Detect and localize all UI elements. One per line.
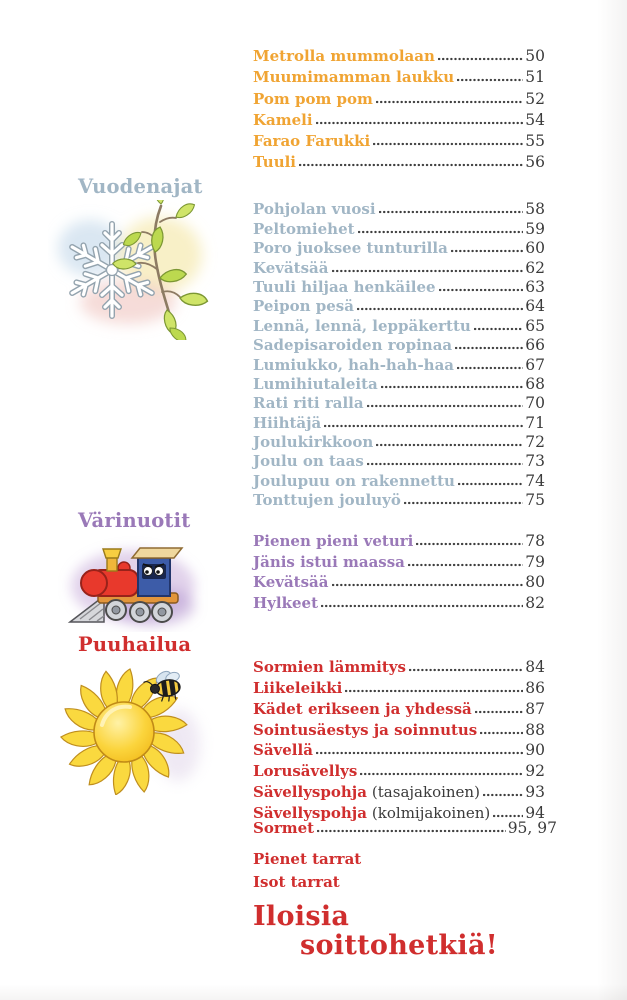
toc-entry-title: Kevätsää (253, 258, 329, 277)
section-heading-vuodenajat: Vuodenajat (78, 175, 203, 198)
page-edge-shadow-bottom (0, 984, 627, 1000)
toc-entry-title: Lennä, lennä, leppäkerttu (253, 316, 471, 335)
toc-entry-page-number: 74 (525, 471, 545, 490)
toc-entry (253, 296, 545, 315)
toc-entry-page-number: 88 (525, 720, 545, 739)
toc-entry-title: Rati riti ralla (253, 394, 364, 413)
dotted-leader (458, 482, 523, 486)
toc-entry-page-number: 92 (525, 762, 545, 781)
toc-entry-page-number: 59 (525, 219, 545, 238)
toc-entry (253, 780, 545, 801)
dotted-leader (299, 163, 523, 167)
dotted-leader (409, 668, 523, 672)
toc-entry (253, 655, 545, 676)
toc-entry (253, 199, 545, 218)
toc-entry (253, 571, 545, 592)
toc-entry-page-number: 62 (525, 258, 545, 277)
toc-entry-page-number: 79 (525, 552, 545, 571)
dotted-leader (451, 249, 523, 253)
toc-entry (253, 676, 545, 697)
toc-entry (253, 718, 545, 739)
toy-train-illustration (58, 530, 208, 636)
dotted-leader (316, 121, 524, 125)
dotted-leader (373, 142, 523, 146)
toc-entry-title: Farao Farukki (253, 131, 371, 150)
toc-entry-title: Liikeleikki (253, 678, 343, 697)
toc-entry-title: Peltomiehet (253, 219, 355, 238)
toc-entry (253, 550, 545, 571)
toc-entry-title: Tonttujen jouluyö (253, 491, 401, 510)
toc-entry-page-number: 87 (525, 699, 545, 718)
toc-section-varinuotit (253, 529, 545, 612)
toc-entry-page-number: 90 (525, 741, 545, 760)
dotted-leader (317, 829, 506, 833)
dotted-leader (379, 210, 524, 214)
dotted-leader (376, 443, 523, 447)
toc-entry-page-number: 78 (525, 531, 545, 550)
toc-entry-title: Joulupuu on rakennettu (253, 471, 455, 490)
sun-and-bee-illustration (48, 655, 218, 799)
dotted-leader (439, 288, 524, 292)
toc-entry-page-number: 56 (525, 153, 545, 172)
toc-entry-page-number: 93 (525, 783, 545, 802)
toc-entry-page-number: 55 (525, 131, 545, 150)
dotted-leader (367, 462, 523, 466)
toc-entry-title: Muumimamman laukku (253, 68, 455, 87)
toc-entry-page-number: 75 (525, 491, 545, 510)
toc-entry-page-number: 64 (525, 297, 545, 316)
toc-entry (253, 490, 545, 509)
toc-entry-title: Lumiukko, hah-hah-haa (253, 355, 455, 374)
dotted-leader (332, 269, 524, 273)
toc-entry (253, 44, 545, 65)
toc-entry (253, 412, 545, 431)
toc-section-intro (253, 44, 545, 171)
toc-entry-page-number: 50 (525, 47, 545, 66)
toc-entry-sormet (253, 816, 557, 837)
toc-entry (253, 86, 545, 107)
dotted-leader (321, 604, 523, 608)
dotted-leader (367, 404, 524, 408)
toc-entry-page-number: 51 (525, 68, 545, 87)
sticker-line-pienet-tarrat: Pienet tarrat (253, 850, 362, 868)
dotted-leader (408, 563, 523, 567)
dotted-leader (358, 230, 524, 234)
toc-entry-title: Poro juoksee tunturilla (253, 239, 448, 258)
toc-entry-title: Sointusäestys ja soinnutus (253, 720, 478, 739)
toc-entry-page-number: 84 (525, 657, 545, 676)
toc-section-puuhailua (253, 655, 545, 822)
toc-entry (253, 591, 545, 612)
toc-entry-title: Sävellä (253, 741, 313, 760)
toc-entry (253, 354, 545, 373)
page-edge-shadow-right (597, 0, 627, 1000)
toc-entry-title: Joulu on taas (253, 452, 364, 471)
dotted-leader (316, 751, 523, 755)
dotted-leader (475, 710, 523, 714)
dotted-leader (457, 78, 523, 82)
toc-entry (253, 257, 545, 276)
toc-entry-page-number: 82 (525, 594, 545, 613)
toc-entry-page-number: 73 (525, 452, 545, 471)
dotted-leader (376, 100, 523, 104)
toc-entry (253, 470, 545, 489)
dotted-leader (324, 424, 523, 428)
toc-entry-page-number: 65 (525, 316, 545, 335)
toc-entry-title: Pom pom pom (253, 89, 373, 108)
toc-entry (253, 393, 545, 412)
dotted-leader (455, 346, 523, 350)
toc-entry (253, 451, 545, 470)
toc-entry (253, 432, 545, 451)
dotted-leader (416, 542, 523, 546)
toc-entry-page-number: 70 (525, 394, 545, 413)
toc-entry (253, 108, 545, 129)
toc-entry-page-number: 72 (525, 433, 545, 452)
toc-entry-page-number: 58 (525, 200, 545, 219)
sticker-line-isot-tarrat: Isot tarrat (253, 873, 340, 891)
toc-entry-title: Tuuli (253, 153, 296, 172)
toc-entry (253, 218, 545, 237)
toc-entry-title: Sadepisaroiden ropinaa (253, 336, 453, 355)
dotted-leader (381, 385, 523, 389)
closing-text-line1: Iloisia (253, 901, 350, 932)
closing-text-line2: soittohetkiä! (300, 930, 498, 961)
dotted-leader (360, 772, 523, 776)
toc-entry-title: Metrolla mummolaan (253, 47, 435, 66)
toc-entry-title: Pohjolan vuosi (253, 200, 376, 219)
toc-entry-title: Kädet erikseen ja yhdessä (253, 699, 472, 718)
toc-entry-suffix: (tasajakoinen) (371, 783, 480, 802)
dotted-leader (332, 583, 524, 587)
toc-entry-title: Lorusävellys (253, 762, 358, 781)
dotted-leader (357, 307, 523, 311)
dotted-leader (345, 689, 523, 693)
toc-entry (253, 65, 545, 86)
toc-entry-title: Jänis istui maassa (253, 552, 405, 571)
toc-entry-title: Sävellyspohja (253, 804, 367, 823)
toc-entry-page-number: 95, 97 (507, 819, 557, 837)
dotted-leader (474, 327, 523, 331)
dotted-leader (438, 57, 523, 61)
toc-entry-suffix: (kolmijakoinen) (371, 804, 491, 823)
toc-entry (253, 335, 545, 354)
toc-entry-title: Sormien lämmitys (253, 657, 406, 676)
toc-entry (253, 150, 545, 171)
toc-entry-page-number: 52 (525, 89, 545, 108)
toc-entry (253, 129, 545, 150)
toc-entry-page-number: 94 (525, 804, 545, 823)
toc-entry-page-number: 80 (525, 573, 545, 592)
toc-entry-title: Joulukirkkoon (253, 433, 374, 452)
toc-entry-page-number: 60 (525, 239, 545, 258)
toc-section-vuodenajat (253, 199, 545, 509)
toc-entry-page-number: 67 (525, 355, 545, 374)
toc-entry-title: Peipon pesä (253, 297, 354, 316)
toc-entry-title: Lumihiutaleita (253, 374, 378, 393)
toc-entry-title: Sormet (253, 819, 315, 837)
toc-entry-page-number: 68 (525, 374, 545, 393)
dotted-leader (457, 366, 523, 370)
dotted-leader (480, 731, 523, 735)
toc-entry-page-number: 71 (525, 413, 545, 432)
toc-entry (253, 739, 545, 760)
toc-entry-page-number: 86 (525, 678, 545, 697)
section-heading-puuhailua: Puuhailua (78, 633, 192, 656)
toc-entry (253, 697, 545, 718)
toc-entry (253, 529, 545, 550)
toc-entry (253, 374, 545, 393)
toc-entry (253, 238, 545, 257)
toc-entry (253, 315, 545, 334)
toc-entry (253, 277, 545, 296)
toc-entry-page-number: 63 (525, 277, 545, 296)
toc-entry-title: Kameli (253, 110, 313, 129)
dotted-leader (483, 793, 523, 797)
toc-entry-page-number: 66 (525, 336, 545, 355)
toc-entry-title: Hiihtäjä (253, 413, 322, 432)
toc-entry (253, 759, 545, 780)
section-heading-varinuotit: Värinuotit (78, 509, 191, 532)
toc-entry-page-number: 54 (525, 110, 545, 129)
toc-entry-title: Hylkeet (253, 594, 318, 613)
toc-entry-title: Sävellyspohja (253, 783, 367, 802)
toc-entry-title: Kevätsää (253, 573, 329, 592)
dotted-leader (404, 501, 523, 505)
toc-entry-title: Tuuli hiljaa henkäilee (253, 277, 436, 296)
snowflake-and-branch-illustration (48, 200, 233, 344)
toc-entry-title: Pienen pieni veturi (253, 531, 414, 550)
